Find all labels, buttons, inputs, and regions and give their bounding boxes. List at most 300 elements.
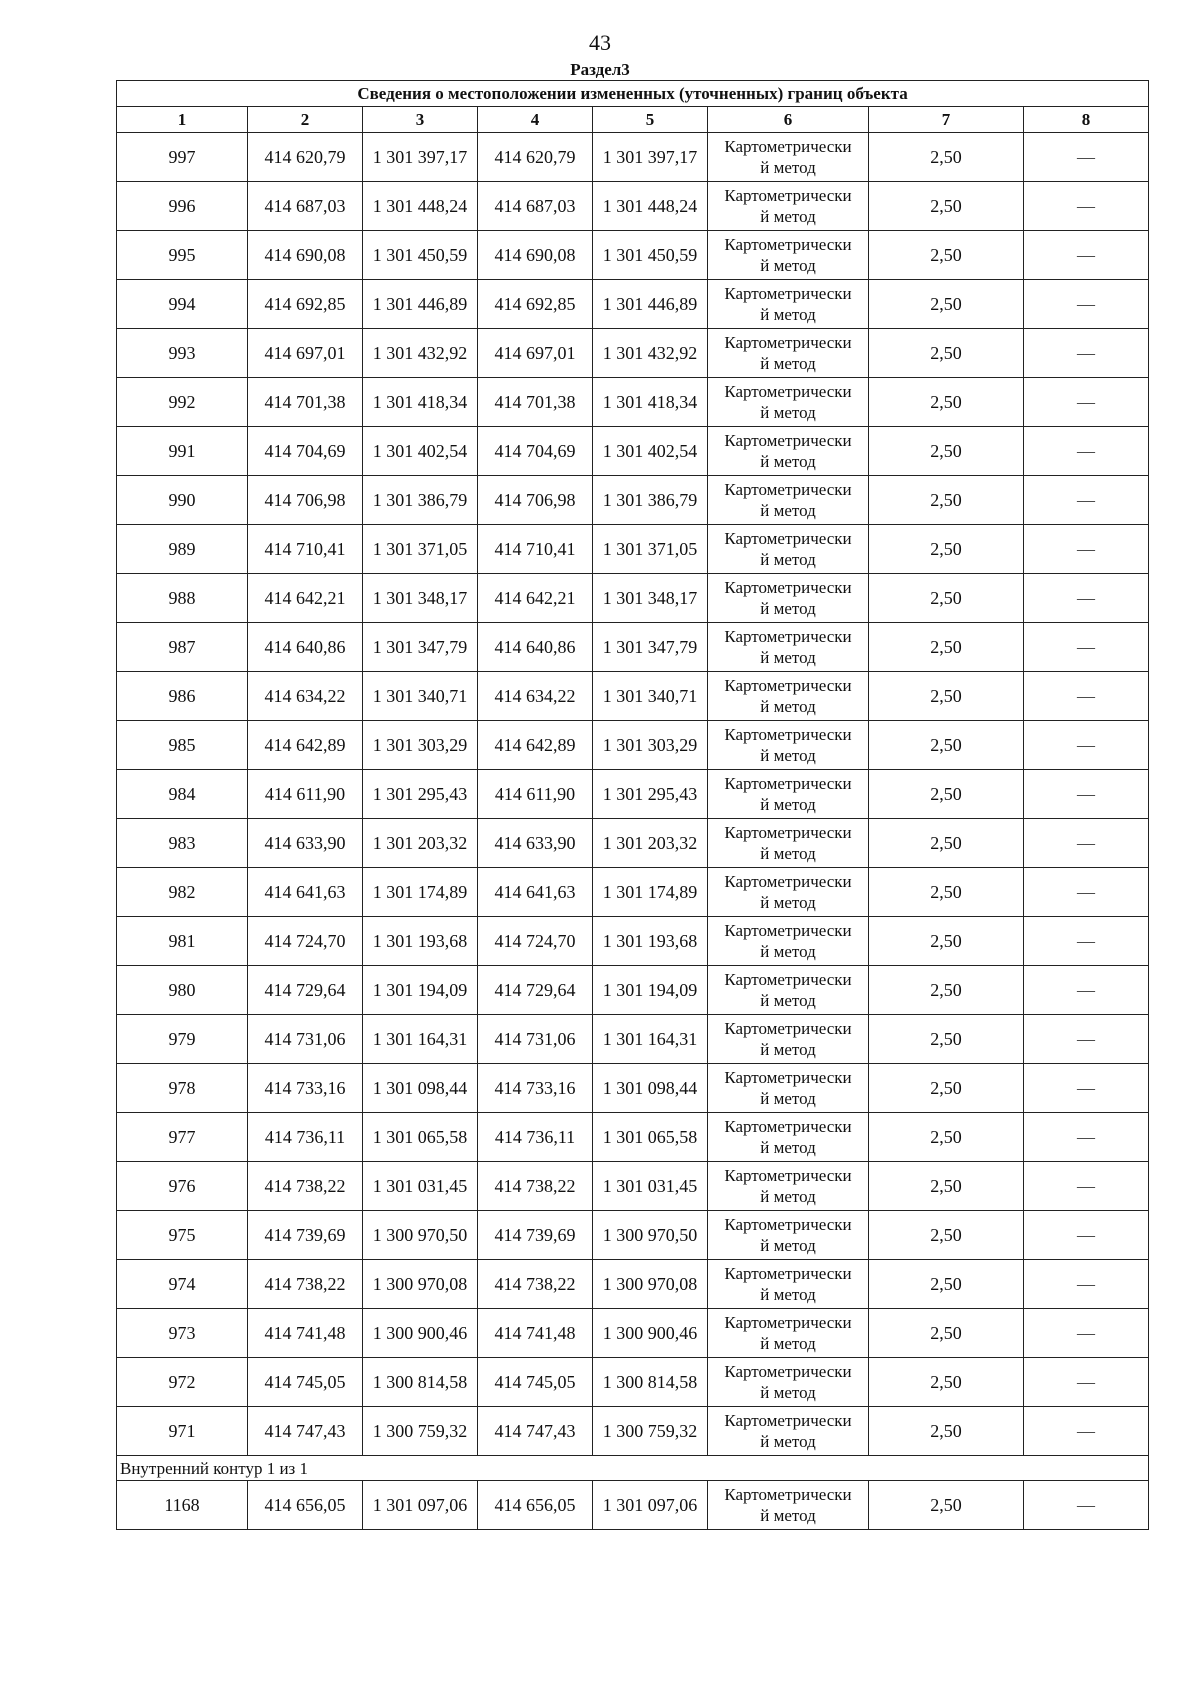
method-text-line-1: Картометрически: [724, 1215, 852, 1234]
description-cell: —: [1024, 770, 1149, 819]
method-cell: [708, 231, 869, 280]
x-existing-cell: 414 706,98: [248, 476, 363, 525]
method-text-line-1: Картометрически: [724, 382, 852, 401]
y-new-cell: 1 301 386,79: [593, 476, 708, 525]
y-existing-cell: 1 301 193,68: [363, 917, 478, 966]
method-text-line-2: й метод: [760, 305, 816, 324]
precision-cell: 2,50: [869, 182, 1024, 231]
description-cell: —: [1024, 280, 1149, 329]
x-new-cell: 414 729,64: [478, 966, 593, 1015]
x-new-cell: 414 747,43: [478, 1407, 593, 1456]
column-number-6: 6: [708, 107, 869, 133]
point-number-cell: 972: [117, 1358, 248, 1407]
precision-cell: 2,50: [869, 133, 1024, 182]
point-number-cell: 980: [117, 966, 248, 1015]
method-cell: [708, 1260, 869, 1309]
x-new-cell: 414 745,05: [478, 1358, 593, 1407]
method-text-line-1: Картометрически: [724, 823, 852, 842]
y-new-cell: 1 301 295,43: [593, 770, 708, 819]
y-existing-cell: 1 301 432,92: [363, 329, 478, 378]
method-text-line-2: й метод: [760, 452, 816, 471]
description-cell: —: [1024, 1113, 1149, 1162]
table-row: [117, 966, 1149, 1015]
method-text-line-2: й метод: [760, 1187, 816, 1206]
method-text-line-1: Картометрически: [724, 725, 852, 744]
method-text-line-1: Картометрически: [724, 284, 852, 303]
y-new-cell: 1 301 303,29: [593, 721, 708, 770]
x-existing-cell: 414 633,90: [248, 819, 363, 868]
x-existing-cell: 414 704,69: [248, 427, 363, 476]
method-text-line-1: Картометрически: [724, 480, 852, 499]
point-number-cell: 982: [117, 868, 248, 917]
method-text-line-2: й метод: [760, 501, 816, 520]
method-text-line-2: й метод: [760, 1040, 816, 1059]
description-cell: —: [1024, 525, 1149, 574]
description-cell: —: [1024, 574, 1149, 623]
point-number-cell: 986: [117, 672, 248, 721]
table-caption-row: [117, 81, 1149, 107]
description-cell: —: [1024, 1309, 1149, 1358]
description-cell: —: [1024, 329, 1149, 378]
method-text-line-2: й метод: [760, 795, 816, 814]
method-cell: [708, 721, 869, 770]
method-text-line-1: Картометрически: [724, 1362, 852, 1381]
description-cell: —: [1024, 868, 1149, 917]
y-new-cell: 1 301 347,79: [593, 623, 708, 672]
table-row: [117, 525, 1149, 574]
y-new-cell: 1 301 174,89: [593, 868, 708, 917]
table-row: [117, 378, 1149, 427]
y-new-cell: 1 300 970,50: [593, 1211, 708, 1260]
precision-cell: 2,50: [869, 1162, 1024, 1211]
section-title: Раздел3: [570, 60, 630, 79]
table-row: [117, 819, 1149, 868]
precision-cell: 2,50: [869, 770, 1024, 819]
y-new-cell: 1 301 418,34: [593, 378, 708, 427]
y-existing-cell: 1 301 347,79: [363, 623, 478, 672]
method-cell: [708, 917, 869, 966]
y-existing-cell: 1 301 402,54: [363, 427, 478, 476]
x-existing-cell: 414 690,08: [248, 231, 363, 280]
precision-cell: 2,50: [869, 280, 1024, 329]
y-new-cell: 1 301 402,54: [593, 427, 708, 476]
y-new-cell: 1 301 340,71: [593, 672, 708, 721]
x-new-cell: 414 704,69: [478, 427, 593, 476]
y-existing-cell: 1 301 397,17: [363, 133, 478, 182]
y-existing-cell: 1 301 448,24: [363, 182, 478, 231]
table-row: [117, 1481, 1149, 1530]
method-text-line-2: й метод: [760, 697, 816, 716]
method-text-line-1: Картометрически: [724, 676, 852, 695]
point-number-cell: 993: [117, 329, 248, 378]
method-text-line-1: Картометрически: [724, 774, 852, 793]
method-text-line-2: й метод: [760, 1334, 816, 1353]
method-text-line-1: Картометрически: [724, 1411, 852, 1430]
column-number-5: 5: [593, 107, 708, 133]
y-new-cell: 1 301 194,09: [593, 966, 708, 1015]
y-existing-cell: 1 300 900,46: [363, 1309, 478, 1358]
table-row: [117, 1407, 1149, 1456]
precision-cell: 2,50: [869, 868, 1024, 917]
page-number: 43: [589, 30, 611, 55]
precision-cell: 2,50: [869, 1407, 1024, 1456]
x-new-cell: 414 741,48: [478, 1309, 593, 1358]
precision-cell: 2,50: [869, 378, 1024, 427]
method-cell: [708, 1211, 869, 1260]
x-new-cell: 414 642,89: [478, 721, 593, 770]
y-existing-cell: 1 301 446,89: [363, 280, 478, 329]
y-existing-cell: 1 301 348,17: [363, 574, 478, 623]
y-new-cell: 1 300 970,08: [593, 1260, 708, 1309]
y-new-cell: 1 301 193,68: [593, 917, 708, 966]
point-number-cell: 1168: [117, 1481, 248, 1530]
y-existing-cell: 1 301 371,05: [363, 525, 478, 574]
y-new-cell: 1 301 432,92: [593, 329, 708, 378]
precision-cell: 2,50: [869, 1309, 1024, 1358]
column-number-1: 1: [117, 107, 248, 133]
method-text-line-2: й метод: [760, 746, 816, 765]
y-existing-cell: 1 301 098,44: [363, 1064, 478, 1113]
precision-cell: 2,50: [869, 1015, 1024, 1064]
method-text-line-2: й метод: [760, 991, 816, 1010]
description-cell: —: [1024, 1407, 1149, 1456]
x-new-cell: 414 690,08: [478, 231, 593, 280]
y-existing-cell: 1 301 164,31: [363, 1015, 478, 1064]
column-numbers-row: [117, 107, 1149, 133]
table-row: [117, 917, 1149, 966]
point-number-cell: 971: [117, 1407, 248, 1456]
method-text-line-2: й метод: [760, 1138, 816, 1157]
precision-cell: 2,50: [869, 1358, 1024, 1407]
x-new-cell: 414 736,11: [478, 1113, 593, 1162]
x-new-cell: 414 731,06: [478, 1015, 593, 1064]
description-cell: —: [1024, 819, 1149, 868]
x-new-cell: 414 692,85: [478, 280, 593, 329]
method-text-line-1: Картометрически: [724, 1068, 852, 1087]
y-new-cell: 1 301 164,31: [593, 1015, 708, 1064]
table-body: [117, 133, 1149, 1530]
description-cell: —: [1024, 966, 1149, 1015]
method-cell: [708, 574, 869, 623]
precision-cell: 2,50: [869, 819, 1024, 868]
description-cell: —: [1024, 1211, 1149, 1260]
precision-cell: 2,50: [869, 1064, 1024, 1113]
precision-cell: 2,50: [869, 231, 1024, 280]
y-existing-cell: 1 301 418,34: [363, 378, 478, 427]
point-number-cell: 976: [117, 1162, 248, 1211]
method-text-line-1: Картометрически: [724, 235, 852, 254]
y-existing-cell: 1 301 065,58: [363, 1113, 478, 1162]
method-text-line-2: й метод: [760, 207, 816, 226]
method-cell: [708, 966, 869, 1015]
description-cell: —: [1024, 378, 1149, 427]
y-new-cell: 1 301 098,44: [593, 1064, 708, 1113]
method-text-line-1: Картометрически: [724, 921, 852, 940]
point-number-cell: 984: [117, 770, 248, 819]
point-number-cell: 989: [117, 525, 248, 574]
method-text-line-2: й метод: [760, 1506, 816, 1525]
coordinates-table: [116, 80, 1149, 1530]
column-number-2: 2: [248, 107, 363, 133]
x-existing-cell: 414 733,16: [248, 1064, 363, 1113]
method-text-line-2: й метод: [760, 844, 816, 863]
x-new-cell: 414 738,22: [478, 1162, 593, 1211]
y-existing-cell: 1 300 759,32: [363, 1407, 478, 1456]
description-cell: —: [1024, 721, 1149, 770]
table-caption: Сведения о местоположении измененных (уточненных) границ объекта: [117, 81, 1149, 107]
description-cell: —: [1024, 133, 1149, 182]
description-cell: —: [1024, 1481, 1149, 1530]
x-new-cell: 414 640,86: [478, 623, 593, 672]
method-text-line-1: Картометрически: [724, 970, 852, 989]
table-row: [117, 133, 1149, 182]
method-text-line-2: й метод: [760, 403, 816, 422]
method-cell: [708, 427, 869, 476]
y-new-cell: 1 301 348,17: [593, 574, 708, 623]
table-row: [117, 721, 1149, 770]
table-row: [117, 1162, 1149, 1211]
method-text-line-1: Картометрически: [724, 529, 852, 548]
column-number-4: 4: [478, 107, 593, 133]
description-cell: —: [1024, 427, 1149, 476]
point-number-cell: 979: [117, 1015, 248, 1064]
table-row: [117, 1309, 1149, 1358]
x-existing-cell: 414 729,64: [248, 966, 363, 1015]
y-existing-cell: 1 301 031,45: [363, 1162, 478, 1211]
description-cell: —: [1024, 1162, 1149, 1211]
method-cell: [708, 1064, 869, 1113]
x-new-cell: 414 738,22: [478, 1260, 593, 1309]
table-row: [117, 1211, 1149, 1260]
method-cell: [708, 1162, 869, 1211]
method-cell: [708, 672, 869, 721]
method-cell: [708, 819, 869, 868]
x-existing-cell: 414 710,41: [248, 525, 363, 574]
method-text-line-1: Картометрически: [724, 137, 852, 156]
point-number-cell: 985: [117, 721, 248, 770]
column-number-7: 7: [869, 107, 1024, 133]
method-text-line-1: Картометрически: [724, 1166, 852, 1185]
x-new-cell: 414 733,16: [478, 1064, 593, 1113]
method-cell: [708, 378, 869, 427]
point-number-cell: 997: [117, 133, 248, 182]
method-text-line-1: Картометрически: [724, 431, 852, 450]
column-number-8: 8: [1024, 107, 1149, 133]
precision-cell: 2,50: [869, 1260, 1024, 1309]
method-cell: [708, 525, 869, 574]
y-new-cell: 1 301 031,45: [593, 1162, 708, 1211]
description-cell: —: [1024, 1064, 1149, 1113]
description-cell: —: [1024, 917, 1149, 966]
description-cell: —: [1024, 231, 1149, 280]
y-new-cell: 1 301 448,24: [593, 182, 708, 231]
description-cell: —: [1024, 1358, 1149, 1407]
point-number-cell: 981: [117, 917, 248, 966]
y-new-cell: 1 301 203,32: [593, 819, 708, 868]
y-existing-cell: 1 301 340,71: [363, 672, 478, 721]
x-existing-cell: 414 611,90: [248, 770, 363, 819]
method-cell: [708, 1358, 869, 1407]
method-cell: [708, 182, 869, 231]
table-row: [117, 182, 1149, 231]
description-cell: —: [1024, 672, 1149, 721]
x-existing-cell: 414 692,85: [248, 280, 363, 329]
x-new-cell: 414 642,21: [478, 574, 593, 623]
table-row: [117, 770, 1149, 819]
table-row: [117, 1113, 1149, 1162]
method-text-line-2: й метод: [760, 354, 816, 373]
column-number-3: 3: [363, 107, 478, 133]
y-new-cell: 1 301 097,06: [593, 1481, 708, 1530]
point-number-cell: 975: [117, 1211, 248, 1260]
y-existing-cell: 1 301 295,43: [363, 770, 478, 819]
x-new-cell: 414 656,05: [478, 1481, 593, 1530]
precision-cell: 2,50: [869, 525, 1024, 574]
table-row: [117, 1015, 1149, 1064]
x-new-cell: 414 687,03: [478, 182, 593, 231]
method-text-line-2: й метод: [760, 648, 816, 667]
description-cell: —: [1024, 476, 1149, 525]
method-text-line-2: й метод: [760, 550, 816, 569]
precision-cell: 2,50: [869, 1481, 1024, 1530]
y-existing-cell: 1 300 970,08: [363, 1260, 478, 1309]
x-new-cell: 414 633,90: [478, 819, 593, 868]
x-existing-cell: 414 634,22: [248, 672, 363, 721]
method-cell: [708, 1309, 869, 1358]
table-row: [117, 672, 1149, 721]
method-text-line-2: й метод: [760, 1285, 816, 1304]
table-row: [117, 1064, 1149, 1113]
method-text-line-1: Картометрически: [724, 186, 852, 205]
y-existing-cell: 1 300 814,58: [363, 1358, 478, 1407]
method-text-line-2: й метод: [760, 893, 816, 912]
y-existing-cell: 1 301 450,59: [363, 231, 478, 280]
x-existing-cell: 414 739,69: [248, 1211, 363, 1260]
contour-label-row: [117, 1456, 1149, 1481]
method-text-line-1: Картометрически: [724, 627, 852, 646]
point-number-cell: 988: [117, 574, 248, 623]
x-existing-cell: 414 640,86: [248, 623, 363, 672]
y-existing-cell: 1 301 386,79: [363, 476, 478, 525]
method-text-line-1: Картометрически: [724, 333, 852, 352]
x-new-cell: 414 739,69: [478, 1211, 593, 1260]
point-number-cell: 994: [117, 280, 248, 329]
method-cell: [708, 770, 869, 819]
precision-cell: 2,50: [869, 476, 1024, 525]
point-number-cell: 977: [117, 1113, 248, 1162]
precision-cell: 2,50: [869, 1113, 1024, 1162]
point-number-cell: 974: [117, 1260, 248, 1309]
method-text-line-2: й метод: [760, 158, 816, 177]
table-row: [117, 476, 1149, 525]
method-text-line-2: й метод: [760, 1089, 816, 1108]
x-new-cell: 414 634,22: [478, 672, 593, 721]
y-existing-cell: 1 301 097,06: [363, 1481, 478, 1530]
point-number-cell: 996: [117, 182, 248, 231]
method-cell: [708, 1407, 869, 1456]
y-existing-cell: 1 301 174,89: [363, 868, 478, 917]
method-text-line-1: Картометрически: [724, 1485, 852, 1504]
x-existing-cell: 414 642,21: [248, 574, 363, 623]
method-text-line-1: Картометрически: [724, 1117, 852, 1136]
precision-cell: 2,50: [869, 1211, 1024, 1260]
method-cell: [708, 868, 869, 917]
point-number-cell: 990: [117, 476, 248, 525]
table-row: [117, 280, 1149, 329]
y-new-cell: 1 300 759,32: [593, 1407, 708, 1456]
x-existing-cell: 414 697,01: [248, 329, 363, 378]
table-row: [117, 231, 1149, 280]
x-existing-cell: 414 736,11: [248, 1113, 363, 1162]
x-new-cell: 414 611,90: [478, 770, 593, 819]
description-cell: —: [1024, 1260, 1149, 1309]
x-existing-cell: 414 731,06: [248, 1015, 363, 1064]
method-text-line-2: й метод: [760, 256, 816, 275]
method-text-line-2: й метод: [760, 942, 816, 961]
x-existing-cell: 414 747,43: [248, 1407, 363, 1456]
x-new-cell: 414 724,70: [478, 917, 593, 966]
x-new-cell: 414 706,98: [478, 476, 593, 525]
y-existing-cell: 1 300 970,50: [363, 1211, 478, 1260]
method-text-line-2: й метод: [760, 599, 816, 618]
point-number-cell: 991: [117, 427, 248, 476]
y-new-cell: 1 300 814,58: [593, 1358, 708, 1407]
x-existing-cell: 414 741,48: [248, 1309, 363, 1358]
method-cell: [708, 1481, 869, 1530]
precision-cell: 2,50: [869, 623, 1024, 672]
x-new-cell: 414 701,38: [478, 378, 593, 427]
method-text-line-2: й метод: [760, 1432, 816, 1451]
y-new-cell: 1 301 397,17: [593, 133, 708, 182]
x-existing-cell: 414 701,38: [248, 378, 363, 427]
x-new-cell: 414 641,63: [478, 868, 593, 917]
method-cell: [708, 280, 869, 329]
x-new-cell: 414 710,41: [478, 525, 593, 574]
table-row: [117, 623, 1149, 672]
table-row: [117, 1260, 1149, 1309]
y-new-cell: 1 301 446,89: [593, 280, 708, 329]
x-existing-cell: 414 620,79: [248, 133, 363, 182]
method-cell: [708, 133, 869, 182]
description-cell: —: [1024, 1015, 1149, 1064]
x-existing-cell: 414 738,22: [248, 1260, 363, 1309]
method-text-line-1: Картометрически: [724, 1019, 852, 1038]
precision-cell: 2,50: [869, 329, 1024, 378]
x-existing-cell: 414 724,70: [248, 917, 363, 966]
point-number-cell: 983: [117, 819, 248, 868]
point-number-cell: 973: [117, 1309, 248, 1358]
y-new-cell: 1 300 900,46: [593, 1309, 708, 1358]
point-number-cell: 995: [117, 231, 248, 280]
x-existing-cell: 414 641,63: [248, 868, 363, 917]
table-row: [117, 427, 1149, 476]
method-text-line-1: Картометрически: [724, 872, 852, 891]
description-cell: —: [1024, 623, 1149, 672]
precision-cell: 2,50: [869, 574, 1024, 623]
description-cell: —: [1024, 182, 1149, 231]
method-cell: [708, 1113, 869, 1162]
method-text-line-1: Картометрически: [724, 1264, 852, 1283]
y-new-cell: 1 301 450,59: [593, 231, 708, 280]
point-number-cell: 978: [117, 1064, 248, 1113]
method-cell: [708, 476, 869, 525]
precision-cell: 2,50: [869, 427, 1024, 476]
method-text-line-1: Картометрически: [724, 1313, 852, 1332]
method-text-line-1: Картометрически: [724, 578, 852, 597]
table-row: [117, 329, 1149, 378]
point-number-cell: 987: [117, 623, 248, 672]
precision-cell: 2,50: [869, 672, 1024, 721]
